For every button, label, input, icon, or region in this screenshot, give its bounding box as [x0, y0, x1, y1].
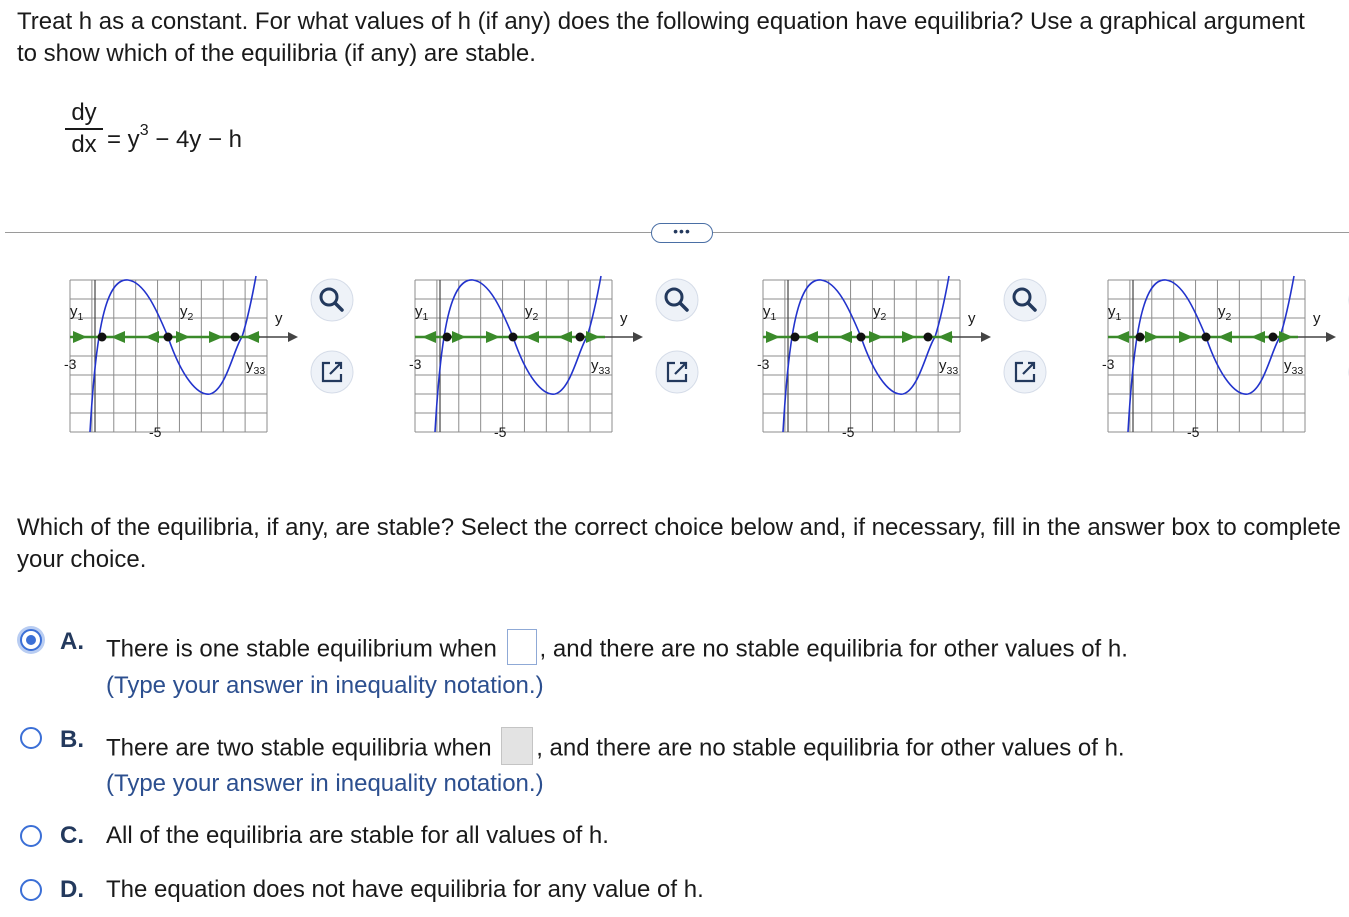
prompt-text: Which of the equilibria, if any, are stable? Select the correct choice below and, if necessary, fill in the answer box to complete your choice. — [17, 514, 1341, 573]
equilibrium-point-3 — [1269, 333, 1278, 342]
choice-a[interactable] — [20, 624, 1320, 704]
equilibrium-point-1 — [791, 333, 800, 342]
flow-arrow-2 — [838, 331, 852, 343]
label-neg3: -3 — [409, 356, 422, 372]
label-y-axis: y — [620, 310, 628, 327]
label-y2: $y_2$ — [1218, 303, 1232, 323]
flow-arrow-3 — [869, 331, 883, 343]
label-y-axis: y — [968, 310, 976, 327]
graph-svg — [1102, 268, 1348, 440]
equilibrium-point-1 — [443, 333, 452, 342]
graph-option-2[interactable] — [409, 268, 655, 440]
phase-axis-arrowhead — [288, 332, 298, 342]
equilibrium-point-2 — [857, 333, 866, 342]
choice-a-pre: There is one stable equilibrium when — [106, 635, 504, 663]
zoom-in-icon[interactable] — [655, 278, 699, 327]
flow-arrow-3 — [176, 331, 190, 343]
label-neg5: -5 — [1187, 424, 1200, 440]
flow-arrow-left — [1115, 331, 1129, 343]
flow-arrow-1 — [111, 331, 125, 343]
question-text: Treat h as a constant. For what values of h (if any) does the following equation have equilibria? Use a graphical argument to show which of the equilibria (if any) are stable. — [17, 8, 1305, 67]
label-y2: $y_2$ — [873, 303, 887, 323]
graph-option-3[interactable] — [757, 268, 1003, 440]
flow-arrow-right — [1279, 331, 1293, 343]
flow-arrow-right — [938, 331, 952, 343]
equilibrium-point-1 — [1136, 333, 1145, 342]
flow-arrow-4 — [558, 331, 572, 343]
choice-b[interactable] — [20, 722, 1320, 802]
choice-b-text — [106, 730, 1125, 768]
rhs-pre: = y — [107, 126, 140, 153]
label-y1: $y_1$ — [1108, 303, 1122, 323]
choice-a-radio[interactable] — [20, 629, 42, 651]
flow-arrow-left — [766, 331, 780, 343]
choice-b-answer-box[interactable] — [501, 727, 533, 765]
expand-icon[interactable] — [1003, 350, 1047, 399]
choice-a-answer-box[interactable] — [507, 629, 537, 665]
choice-a-text — [106, 632, 1128, 668]
equilibrium-point-2 — [509, 333, 518, 342]
choice-c[interactable] — [20, 820, 720, 852]
phase-axis-arrowhead — [1326, 332, 1336, 342]
label-y1: $y_1$ — [763, 303, 777, 323]
label-y2: $y_2$ — [180, 303, 194, 323]
label-neg5: -5 — [149, 424, 162, 440]
rhs-exponent: 3 — [139, 122, 149, 139]
label-y-axis: y — [1313, 310, 1321, 327]
choice-d-letter: D. — [60, 876, 84, 903]
graph-option-1[interactable] — [64, 268, 310, 440]
flow-arrow-4 — [902, 331, 916, 343]
expand-icon[interactable] — [655, 350, 699, 399]
choice-a-post: , and there are no stable equilibria for other values of h. — [539, 635, 1128, 663]
graph-svg — [64, 268, 310, 440]
choice-d[interactable] — [20, 874, 820, 906]
flow-arrow-1 — [804, 331, 818, 343]
equilibrium-point-2 — [1202, 333, 1211, 342]
choice-b-post: , and there are no stable equilibria for other values of h. — [536, 734, 1125, 762]
flow-arrow-right — [586, 331, 600, 343]
choice-a-letter: A. — [60, 628, 84, 655]
zoom-in-icon[interactable] — [310, 278, 354, 327]
fraction-bar — [65, 128, 103, 130]
fraction-denominator: dx — [71, 131, 97, 158]
flow-arrow-4 — [209, 331, 223, 343]
label-neg3: -3 — [1102, 356, 1115, 372]
flow-arrow-2 — [145, 331, 159, 343]
flow-arrow-4 — [1251, 331, 1265, 343]
flow-arrow-left — [73, 331, 87, 343]
choice-d-radio[interactable] — [20, 879, 42, 901]
equilibrium-point-3 — [231, 333, 240, 342]
equilibrium-point-3 — [576, 333, 585, 342]
flow-arrow-left — [422, 331, 436, 343]
choice-b-hint: (Type your answer in inequality notation.) — [106, 770, 544, 797]
equilibrium-point-2 — [164, 333, 173, 342]
phase-axis-arrowhead — [633, 332, 643, 342]
choice-d-text: The equation does not have equilibria for any value of h. — [106, 876, 704, 903]
equilibrium-point-3 — [924, 333, 933, 342]
label-y1: $y_1$ — [415, 303, 429, 323]
phase-axis-arrowhead — [981, 332, 991, 342]
zoom-in-icon[interactable] — [1003, 278, 1047, 327]
rhs-post: − 4y − h — [148, 126, 242, 153]
flow-arrow-2 — [486, 331, 500, 343]
flow-arrow-2 — [1179, 331, 1193, 343]
label-y2: $y_2$ — [525, 303, 539, 323]
label-y3: $y_{33}$ — [591, 357, 611, 377]
fraction-numerator: dy — [71, 99, 97, 126]
flow-arrow-right — [245, 331, 259, 343]
choice-b-letter: B. — [60, 726, 84, 753]
choice-b-pre: There are two stable equilibria when — [106, 734, 499, 762]
choice-b-radio[interactable] — [20, 727, 42, 749]
graph-option-4[interactable] — [1102, 268, 1348, 440]
flow-arrow-3 — [525, 331, 539, 343]
equilibrium-point-1 — [98, 333, 107, 342]
choice-c-radio[interactable] — [20, 825, 42, 847]
choice-c-text: All of the equilibria are stable for all values of h. — [106, 822, 609, 849]
label-neg3: -3 — [757, 356, 770, 372]
label-y3: $y_{33}$ — [246, 357, 266, 377]
derivative-fraction — [65, 100, 103, 158]
label-y3: $y_{33}$ — [939, 357, 959, 377]
choice-a-hint: (Type your answer in inequality notation.) — [106, 672, 544, 699]
expand-icon[interactable] — [310, 350, 354, 399]
label-y1: $y_1$ — [70, 303, 84, 323]
graph-svg — [757, 268, 1003, 440]
label-y3: $y_{33}$ — [1284, 357, 1304, 377]
label-neg5: -5 — [494, 424, 507, 440]
label-neg3: -3 — [64, 356, 77, 372]
more-options-button[interactable]: ••• — [651, 223, 713, 243]
choice-c-letter: C. — [60, 822, 84, 849]
label-y-axis: y — [275, 310, 283, 327]
flow-arrow-3 — [1218, 331, 1232, 343]
graph-svg — [409, 268, 655, 440]
label-neg5: -5 — [842, 424, 855, 440]
equation-rhs — [107, 122, 242, 154]
